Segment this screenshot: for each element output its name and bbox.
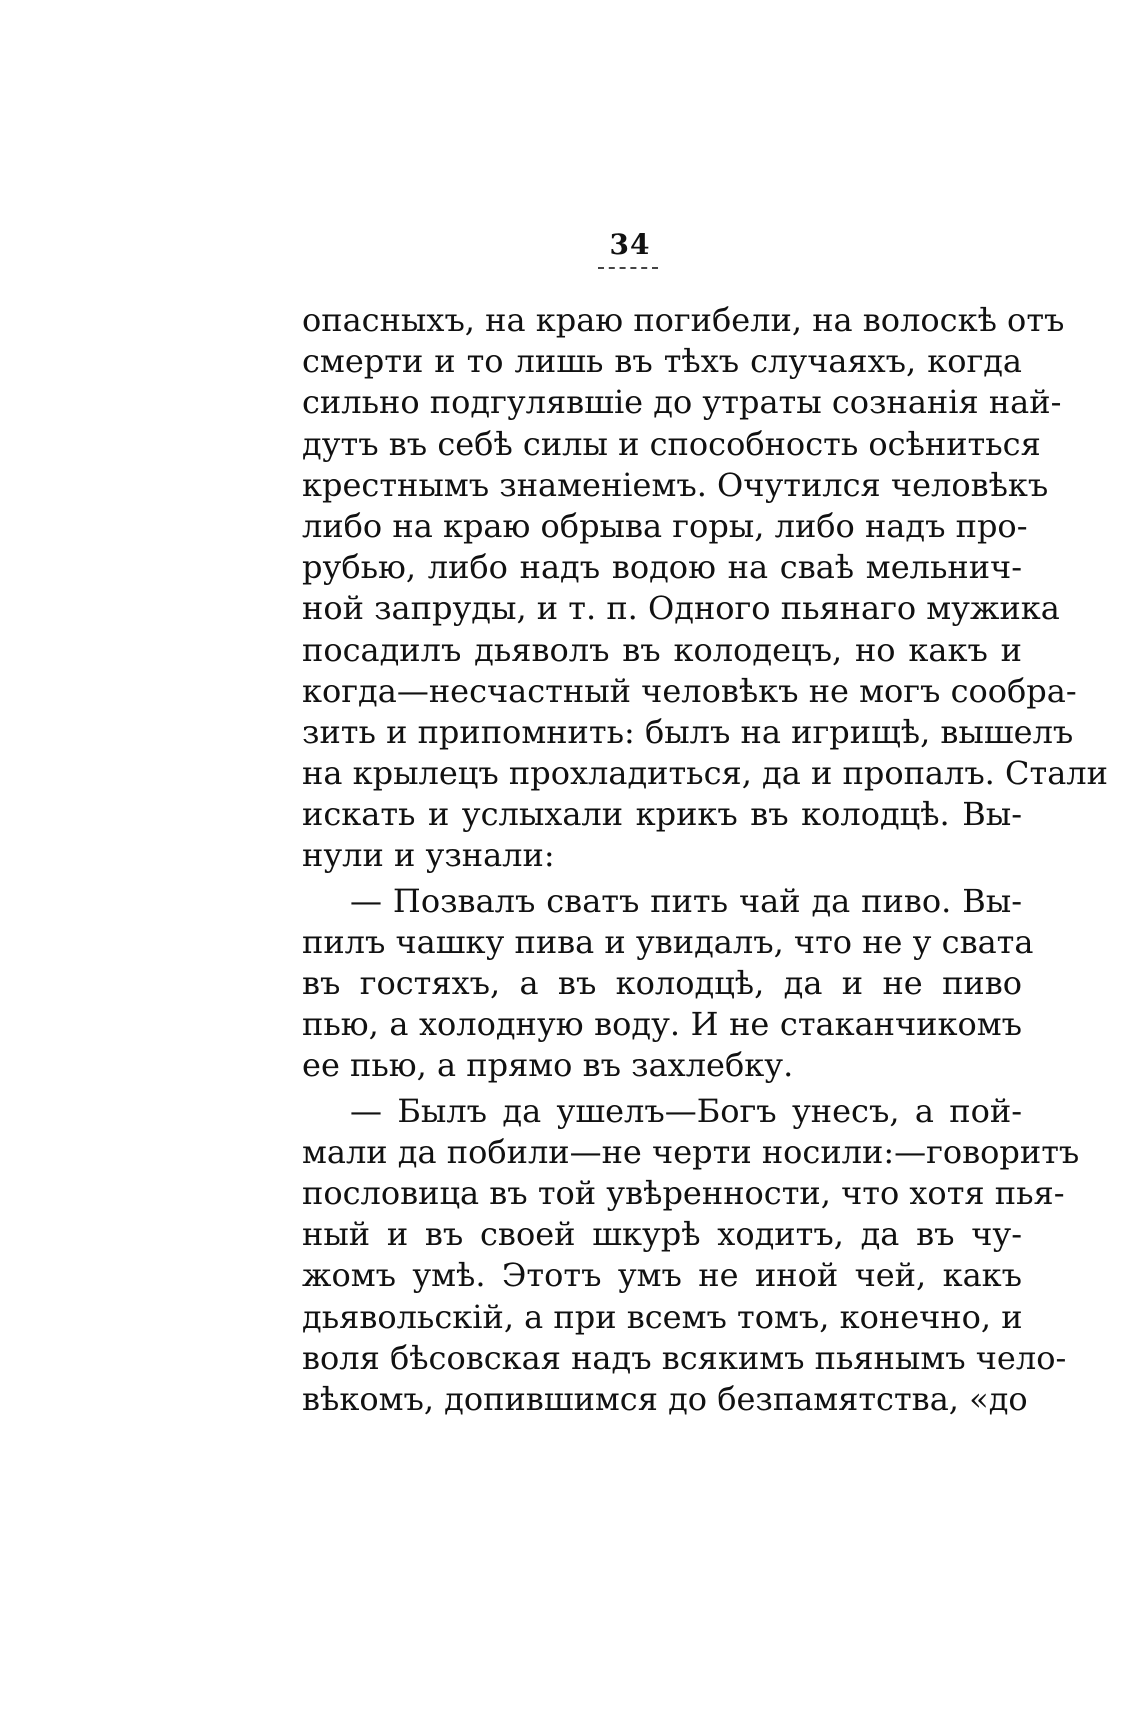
text-line: вѣкомъ, допившимся до безпамятства, «до <box>302 1379 1028 1418</box>
text-line: — Позвалъ сватъ пить чай да пиво. Вы- <box>350 881 1022 920</box>
text-line: когда—несчастный человѣкъ не могъ сообра- <box>302 671 1077 710</box>
text-line: либо на краю обрыва горы, либо надъ про- <box>302 506 1028 545</box>
page-number: 34 <box>609 228 651 261</box>
text-line: пословица въ той увѣренности, что хотя пья- <box>302 1173 1065 1212</box>
page-number-rule <box>598 267 658 269</box>
text-line: сильно подгулявшіе до утраты сознанія най- <box>302 383 1062 422</box>
text-line: ной запруды, и т. п. Одного пьянаго мужика <box>302 589 1060 628</box>
text-line: опасныхъ, на краю погибели, на волоскѣ отъ <box>302 301 1065 339</box>
text-line: пью, а холодную воду. И не стаканчикомъ <box>302 1005 1022 1044</box>
text-line: дьявольскій, а при всемъ томъ, конечно, и <box>302 1297 1023 1336</box>
text-line: смерти и то лишь въ тѣхъ случаяхъ, когда <box>302 342 1022 381</box>
paragraph-1 <box>302 300 1108 877</box>
text-line: — Былъ да ушелъ—Богъ унесъ, а пой- <box>350 1091 1022 1130</box>
paragraph-2 <box>302 881 1034 1087</box>
text-line: нули и узнали: <box>302 836 555 875</box>
text-line: въ гостяхъ, а въ колодцѣ, да и не пиво <box>302 964 1022 1002</box>
text-line: крестнымъ знаменіемъ. Очутился человѣкъ <box>302 465 1049 504</box>
text-line: жомъ умѣ. Этотъ умъ не иной чей, какъ <box>302 1256 1022 1295</box>
text-line: ее пью, а прямо въ захлебку. <box>302 1046 794 1085</box>
text-line: искать и услыхали крикъ въ колодцѣ. Вы- <box>302 795 1022 834</box>
text-line: зить и припомнить: былъ на игрищѣ, вышелъ <box>302 712 1074 751</box>
text-line: дутъ въ себѣ силы и способность осѣниться <box>302 424 1041 463</box>
text-line: рубью, либо надъ водою на сваѣ мельнич- <box>302 548 1022 587</box>
text-line: воля бѣсовская надъ всякимъ пьянымъ чело- <box>302 1338 1067 1377</box>
text-line: посадилъ дьяволъ въ колодецъ, но какъ и <box>302 630 1022 669</box>
body-text <box>302 300 1108 1420</box>
paragraph-3 <box>302 1091 1080 1421</box>
text-line: на крылецъ прохладиться, да и пропалъ. Стали <box>302 754 1108 793</box>
text-line: мали да побили—не черти носили:—говоритъ <box>302 1132 1080 1171</box>
text-line: ный и въ своей шкурѣ ходитъ, да въ чу- <box>302 1215 1022 1254</box>
text-line: пилъ чашку пива и увидалъ, что не у свата <box>302 922 1034 961</box>
